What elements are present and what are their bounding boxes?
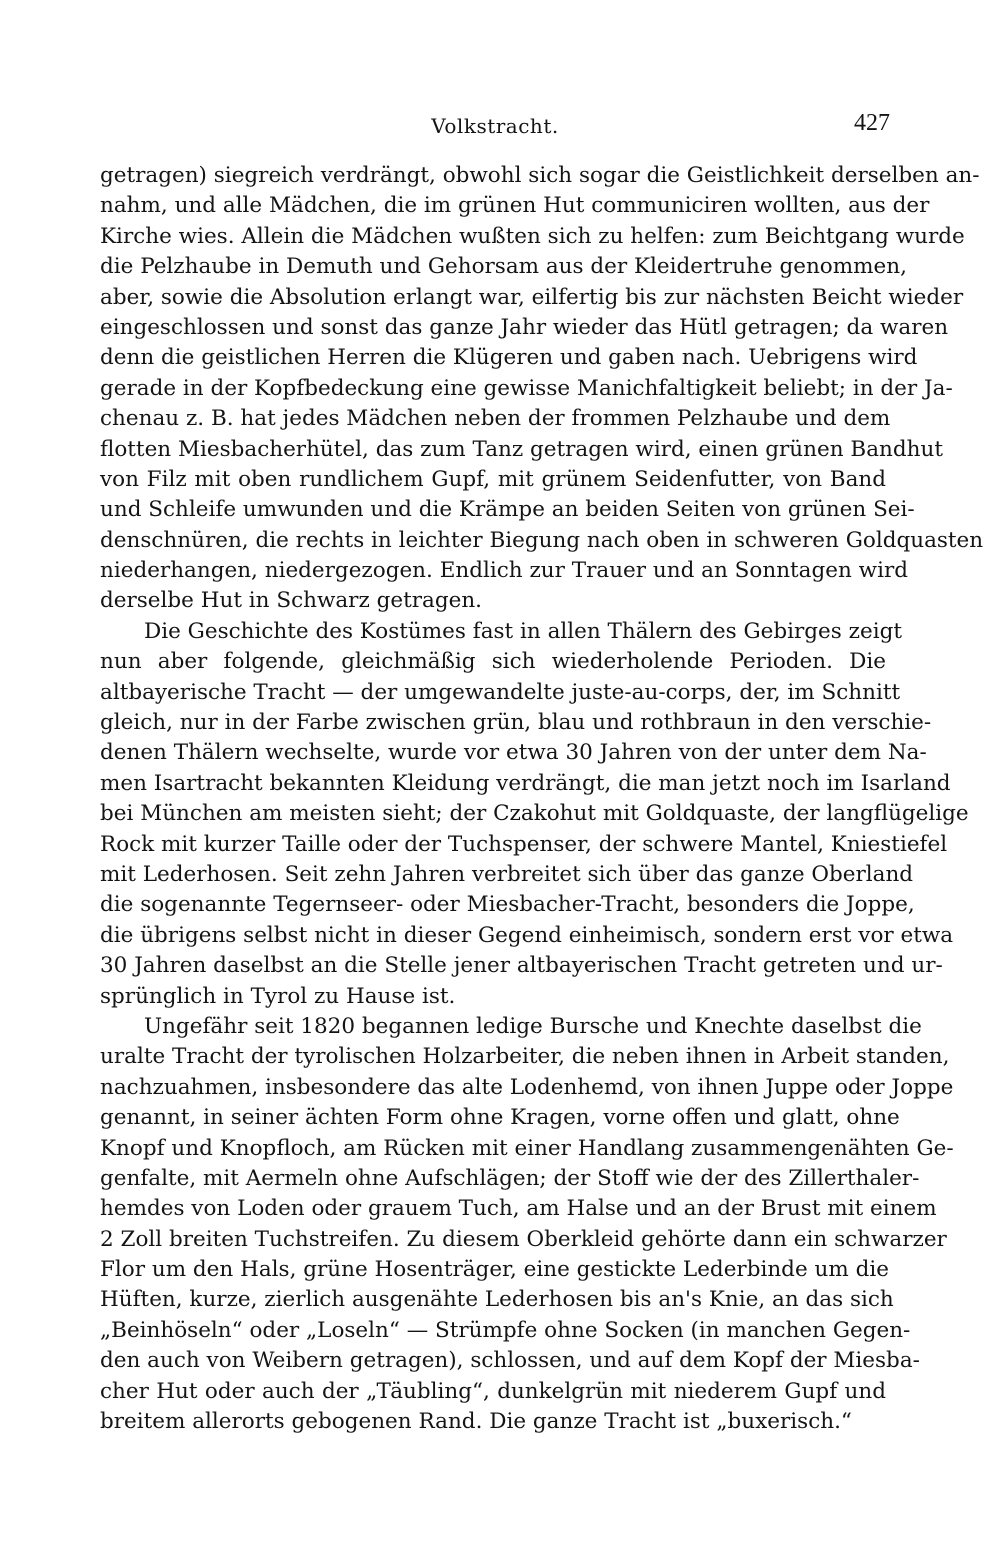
text-line: eingeschlossen und sonst das ganze Jahr wieder das Hütl getragen; da waren [100,314,949,340]
text-line: die übrigens selbst nicht in dieser Gegend einheimisch, sondern erst vor etwa [100,922,954,948]
text-line: genannt, in seiner ächten Form ohne Kragen, vorne offen und glatt, ohne [100,1105,900,1131]
body-text [100,161,984,1437]
page-number: 427 [854,110,890,136]
text-line: gerade in der Kopfbedeckung eine gewisse Manichfaltigkeit beliebt; in der Ja- [100,375,953,401]
text-line: sprünglich in Tyrol zu Hause ist. [100,983,456,1009]
text-line: Kirche wies. Allein die Mädchen wußten sich zu helfen: zum Beichtgang wurde [100,223,965,249]
text-line: die Pelzhaube in Demuth und Gehorsam aus der Kleidertruhe genommen, [100,254,907,280]
text-line: bei München am meisten sieht; der Czakohut mit Goldquaste, der langflügelige [100,801,969,827]
text-line: 2 Zoll breiten Tuchstreifen. Zu diesem Oberkleid gehörte dann ein schwarzer [100,1226,947,1252]
text-line: flotten Miesbacherhütel, das zum Tanz getragen wird, einen grünen Bandhut [100,436,943,462]
text-line: mit Lederhosen. Seit zehn Jahren verbreitet sich über das ganze Oberland [100,861,914,887]
text-line: 30 Jahren daselbst an die Stelle jener altbayerischen Tracht getreten und ur- [100,953,943,979]
text-line: breitem allerorts gebogenen Rand. Die ganze Tracht ist „buxerisch.“ [100,1409,852,1435]
text-line: genfalte, mit Aermeln ohne Aufschlägen; der Stoff wie der des Zillerthaler- [100,1165,920,1191]
text-line: gleich, nur in der Farbe zwischen grün, blau und rothbraun in den verschie- [100,710,932,736]
paragraph-2 [100,617,969,1012]
paragraph-3 [100,1012,954,1437]
text-line: niederhangen, niedergezogen. Endlich zur Trauer und an Sonntagen wird [100,558,908,584]
text-line: altbayerische Tracht — der umgewandelte juste-au-corps, der, im Schnitt [100,679,901,705]
text-line: den auch von Weibern getragen), schlossen, und auf dem Kopf der Miesba- [100,1348,920,1374]
text-line: Knopf und Knopfloch, am Rücken mit einer Handlang zusammengenähten Ge- [100,1135,954,1161]
text-line: cher Hut oder auch der „Täubling“, dunkelgrün mit niederem Gupf und [100,1378,886,1404]
running-head [100,110,890,144]
text-line: „Beinhöseln“ oder „Loseln“ — Strümpfe ohne Socken (in manchen Gegen- [100,1317,911,1343]
text-line: die sogenannte Tegernseer- oder Miesbacher-Tracht, besonders die Joppe, [100,892,915,918]
text-line: denen Thälern wechselte, wurde vor etwa 30 Jahren von der unter dem Na- [100,740,927,766]
text-line: derselbe Hut in Schwarz getragen. [100,588,483,614]
text-line: nachzuahmen, insbesondere das alte Lodenhemd, von ihnen Juppe oder Joppe [100,1074,954,1100]
text-line: von Filz mit oben rundlichem Gupf, mit grünem Seidenfutter, von Band [100,466,886,492]
text-line: Flor um den Hals, grüne Hosenträger, eine gestickte Lederbinde um die [100,1257,889,1283]
text-line: men Isartracht bekannten Kleidung verdrängt, die man jetzt noch im Isarland [100,770,951,796]
text-line: aber, sowie die Absolution erlangt war, eilfertig bis zur nächsten Beicht wieder [100,284,964,310]
page-header-title: Volkstracht. [431,114,559,138]
text-line: Die Geschichte des Kostümes fast in allen Thälern des Gebirges zeigt [144,618,902,644]
text-line: uralte Tracht der tyrolischen Holzarbeiter, die neben ihnen in Arbeit standen, [100,1044,950,1070]
text-line: nun aber folgende, gleichmäßig sich wiederholende Perioden. Die [100,649,886,675]
text-line: nahm, und alle Mädchen, die im grünen Hut communiciren wollten, aus der [100,193,930,219]
paragraph-1 [100,161,984,617]
text-line: und Schleife umwunden und die Krämpe an beiden Seiten von grünen Sei- [100,497,915,523]
text-line: denschnüren, die rechts in leichter Biegung nach oben in schweren Goldquasten [100,527,984,553]
text-line: Hüften, kurze, zierlich ausgenähte Lederhosen bis an's Knie, an das sich [100,1287,894,1313]
text-line: getragen) siegreich verdrängt, obwohl sich sogar die Geistlichkeit derselben an- [100,163,980,188]
text-line: Rock mit kurzer Taille oder der Tuchspenser, der schwere Mantel, Kniestiefel [100,831,948,857]
text-line: chenau z. B. hat jedes Mädchen neben der frommen Pelzhaube und dem [100,406,891,432]
text-line: hemdes von Loden oder grauem Tuch, am Halse und an der Brust mit einem [100,1196,937,1222]
text-line: denn die geistlichen Herren die Klügeren und gaben nach. Uebrigens wird [100,345,918,371]
text-line: Ungefähr seit 1820 begannen ledige Bursche und Knechte daselbst die [144,1013,922,1039]
